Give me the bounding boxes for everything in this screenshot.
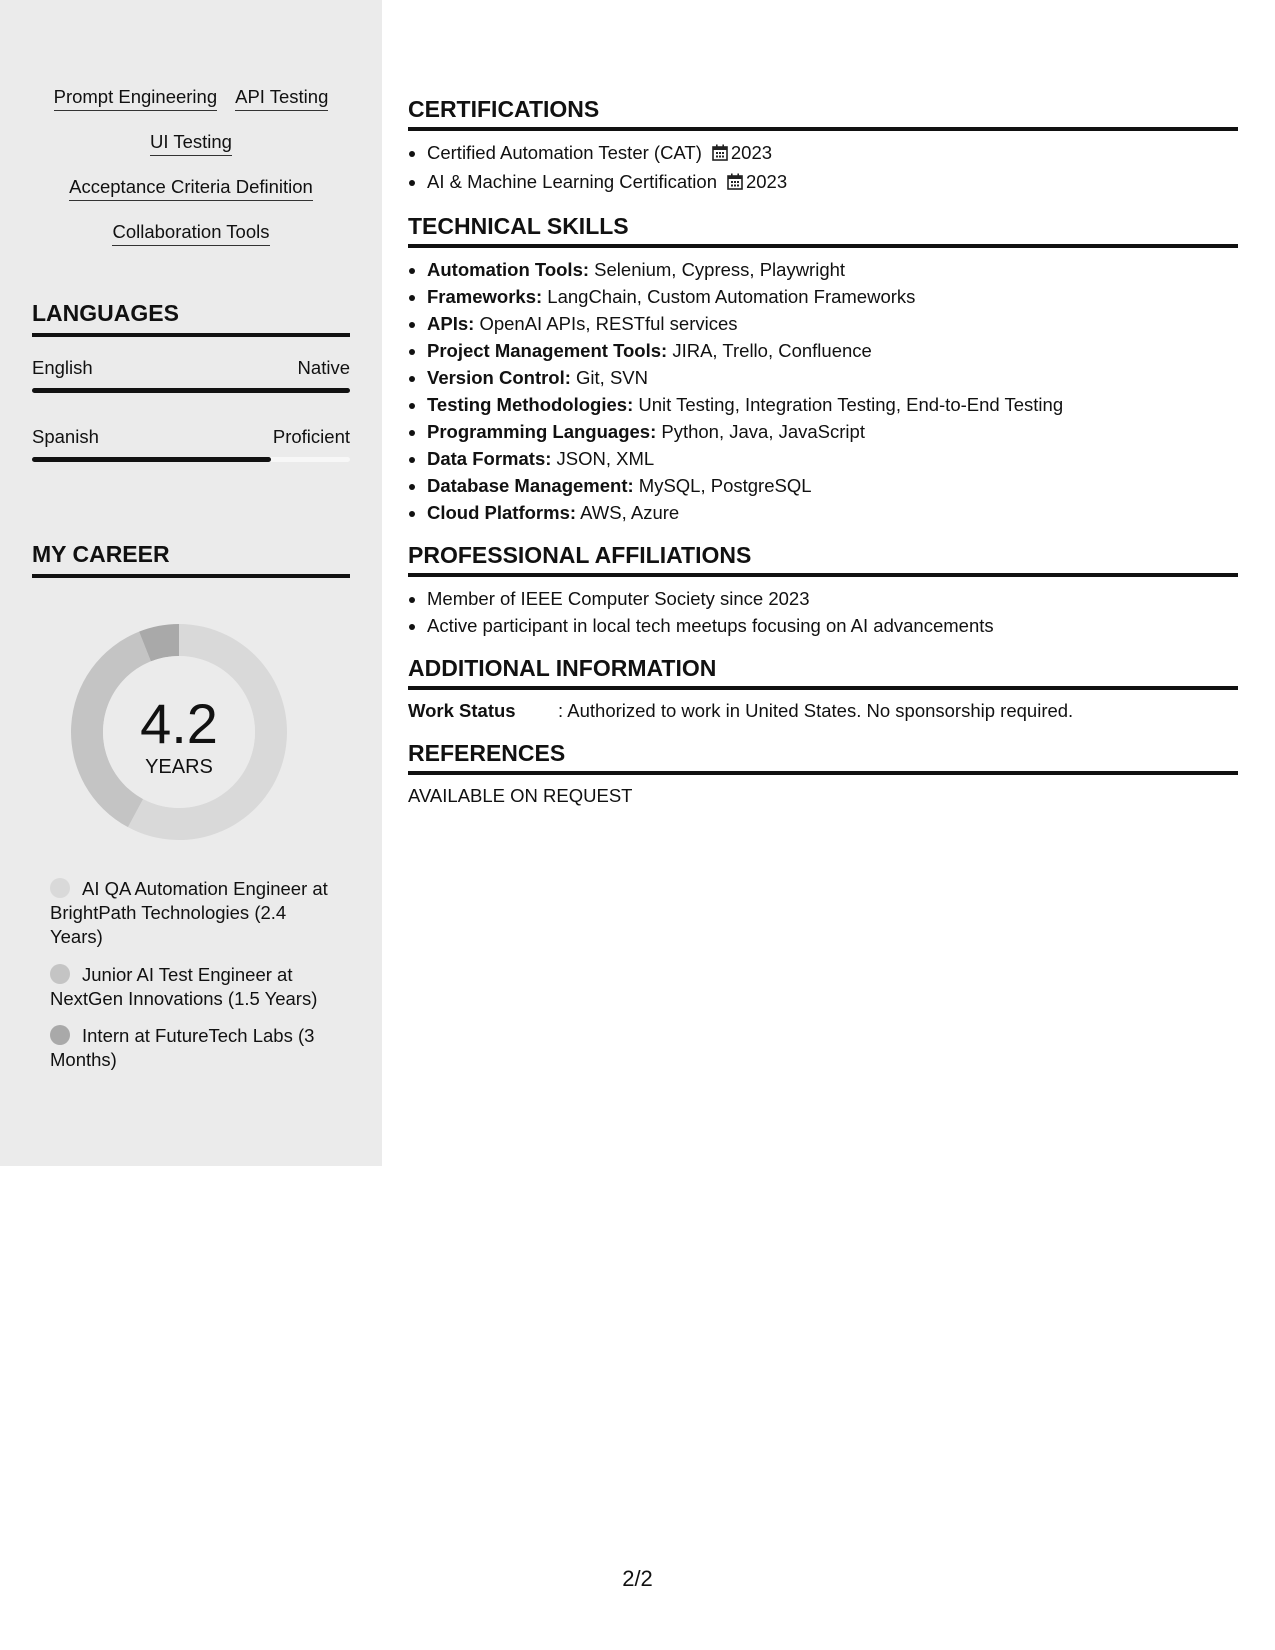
certification-item	[427, 168, 1238, 197]
language-row	[32, 357, 350, 379]
career-legend-item	[50, 963, 330, 1011]
certifications-list	[408, 139, 1238, 197]
skill-item	[427, 418, 1238, 445]
certification-name: AI & Machine Learning Certification	[427, 171, 717, 192]
skill-label: Version Control:	[427, 367, 571, 388]
skill-tag: Collaboration Tools	[112, 221, 269, 246]
career-item-label: AI QA Automation Engineer at BrightPath Technologies (2.4 Years)	[50, 878, 328, 947]
language-name: English	[32, 357, 93, 378]
skill-item	[427, 391, 1238, 418]
skill-item	[427, 310, 1238, 337]
career-total-value: 4.2	[140, 692, 218, 755]
page-number: 2/2	[622, 1566, 653, 1591]
technical-skills-heading: TECHNICAL SKILLS	[408, 213, 1238, 248]
career-item-label: Junior AI Test Engineer at NextGen Innovations (1.5 Years)	[50, 964, 318, 1009]
language-bar	[32, 457, 350, 462]
references-heading: REFERENCES	[408, 740, 1238, 775]
certifications-section	[408, 96, 1238, 197]
skill-item	[427, 364, 1238, 391]
additional-info-heading: ADDITIONAL INFORMATION	[408, 655, 1238, 690]
technical-skills-section	[408, 213, 1238, 526]
affiliations-section	[408, 542, 1238, 639]
language-row	[32, 426, 350, 448]
language-bar-fill	[32, 457, 271, 462]
skill-value: OpenAI APIs, RESTful services	[479, 313, 738, 334]
skill-item	[427, 283, 1238, 310]
skill-label: Project Management Tools:	[427, 340, 668, 361]
language-bar-fill	[32, 388, 350, 393]
skill-value: LangChain, Custom Automation Frameworks	[547, 286, 916, 307]
certification-year: 2023	[730, 142, 773, 163]
skill-label: Testing Methodologies:	[427, 394, 634, 415]
skill-label: Data Formats:	[427, 448, 552, 469]
skill-item	[427, 337, 1238, 364]
affiliation-item: • Member of IEEE Computer Society since 2023	[427, 585, 1238, 612]
career-legend-item	[50, 877, 330, 949]
skill-item	[427, 256, 1238, 283]
career-item-label: Intern at FutureTech Labs (3 Months)	[50, 1025, 315, 1070]
skill-label: Database Management:	[427, 475, 634, 496]
references-text: AVAILABLE ON REQUEST	[408, 785, 633, 806]
skill-item	[427, 445, 1238, 472]
skill-tag: Prompt Engineering	[54, 86, 218, 111]
certification-name: Certified Automation Tester (CAT)	[427, 142, 702, 163]
references-section	[408, 740, 1238, 809]
skill-tag: Acceptance Criteria Definition	[69, 176, 313, 201]
skill-item	[427, 472, 1238, 499]
skill-label: Automation Tools:	[427, 259, 590, 280]
affiliations-list	[408, 585, 1238, 639]
skill-tags	[32, 86, 350, 246]
language-level: Proficient	[272, 426, 350, 447]
skill-label: Cloud Platforms:	[427, 502, 577, 523]
language-name: Spanish	[32, 426, 99, 447]
language-bar	[32, 388, 350, 393]
main-content	[408, 96, 1238, 825]
skill-value: AWS, Azure	[580, 502, 680, 523]
calendar-icon	[712, 141, 728, 168]
skill-tag: UI Testing	[150, 131, 232, 156]
skill-tag: API Testing	[235, 86, 328, 111]
skill-item	[427, 499, 1238, 526]
legend-dot	[50, 878, 70, 898]
legend-dot	[50, 964, 70, 984]
work-status-label: Work Status	[408, 700, 516, 721]
languages-heading: LANGUAGES	[32, 300, 350, 337]
certifications-heading: CERTIFICATIONS	[408, 96, 1238, 131]
certification-item	[427, 139, 1238, 168]
work-status-value: : Authorized to work in United States. No sponsorship required.	[558, 700, 1074, 721]
language-level: Native	[297, 357, 350, 378]
skill-label: APIs:	[427, 313, 475, 334]
career-total-unit: YEARS	[145, 756, 213, 778]
calendar-icon	[727, 170, 743, 197]
sidebar	[0, 0, 382, 1166]
skill-value: Git, SVN	[576, 367, 649, 388]
skill-value: Unit Testing, Integration Testing, End-to-End Testing	[638, 394, 1064, 415]
affiliations-heading: PROFESSIONAL AFFILIATIONS	[408, 542, 1238, 577]
career-donut-chart	[64, 617, 294, 847]
work-status-row	[408, 698, 1238, 724]
career-heading: MY CAREER	[32, 541, 350, 578]
skill-value: Python, Java, JavaScript	[661, 421, 865, 442]
legend-dot	[50, 1025, 70, 1045]
skill-label: Frameworks:	[427, 286, 543, 307]
career-legend-item	[50, 1024, 330, 1072]
skill-value: JSON, XML	[556, 448, 655, 469]
skill-label: Programming Languages:	[427, 421, 657, 442]
skill-value: JIRA, Trello, Confluence	[672, 340, 872, 361]
affiliation-item: • Active participant in local tech meetups focusing on AI advancements	[427, 612, 1238, 639]
technical-skills-list	[408, 256, 1238, 526]
additional-info-section	[408, 655, 1238, 724]
certification-year: 2023	[745, 171, 788, 192]
skill-value: Selenium, Cypress, Playwright	[594, 259, 846, 280]
skill-value: MySQL, PostgreSQL	[638, 475, 812, 496]
